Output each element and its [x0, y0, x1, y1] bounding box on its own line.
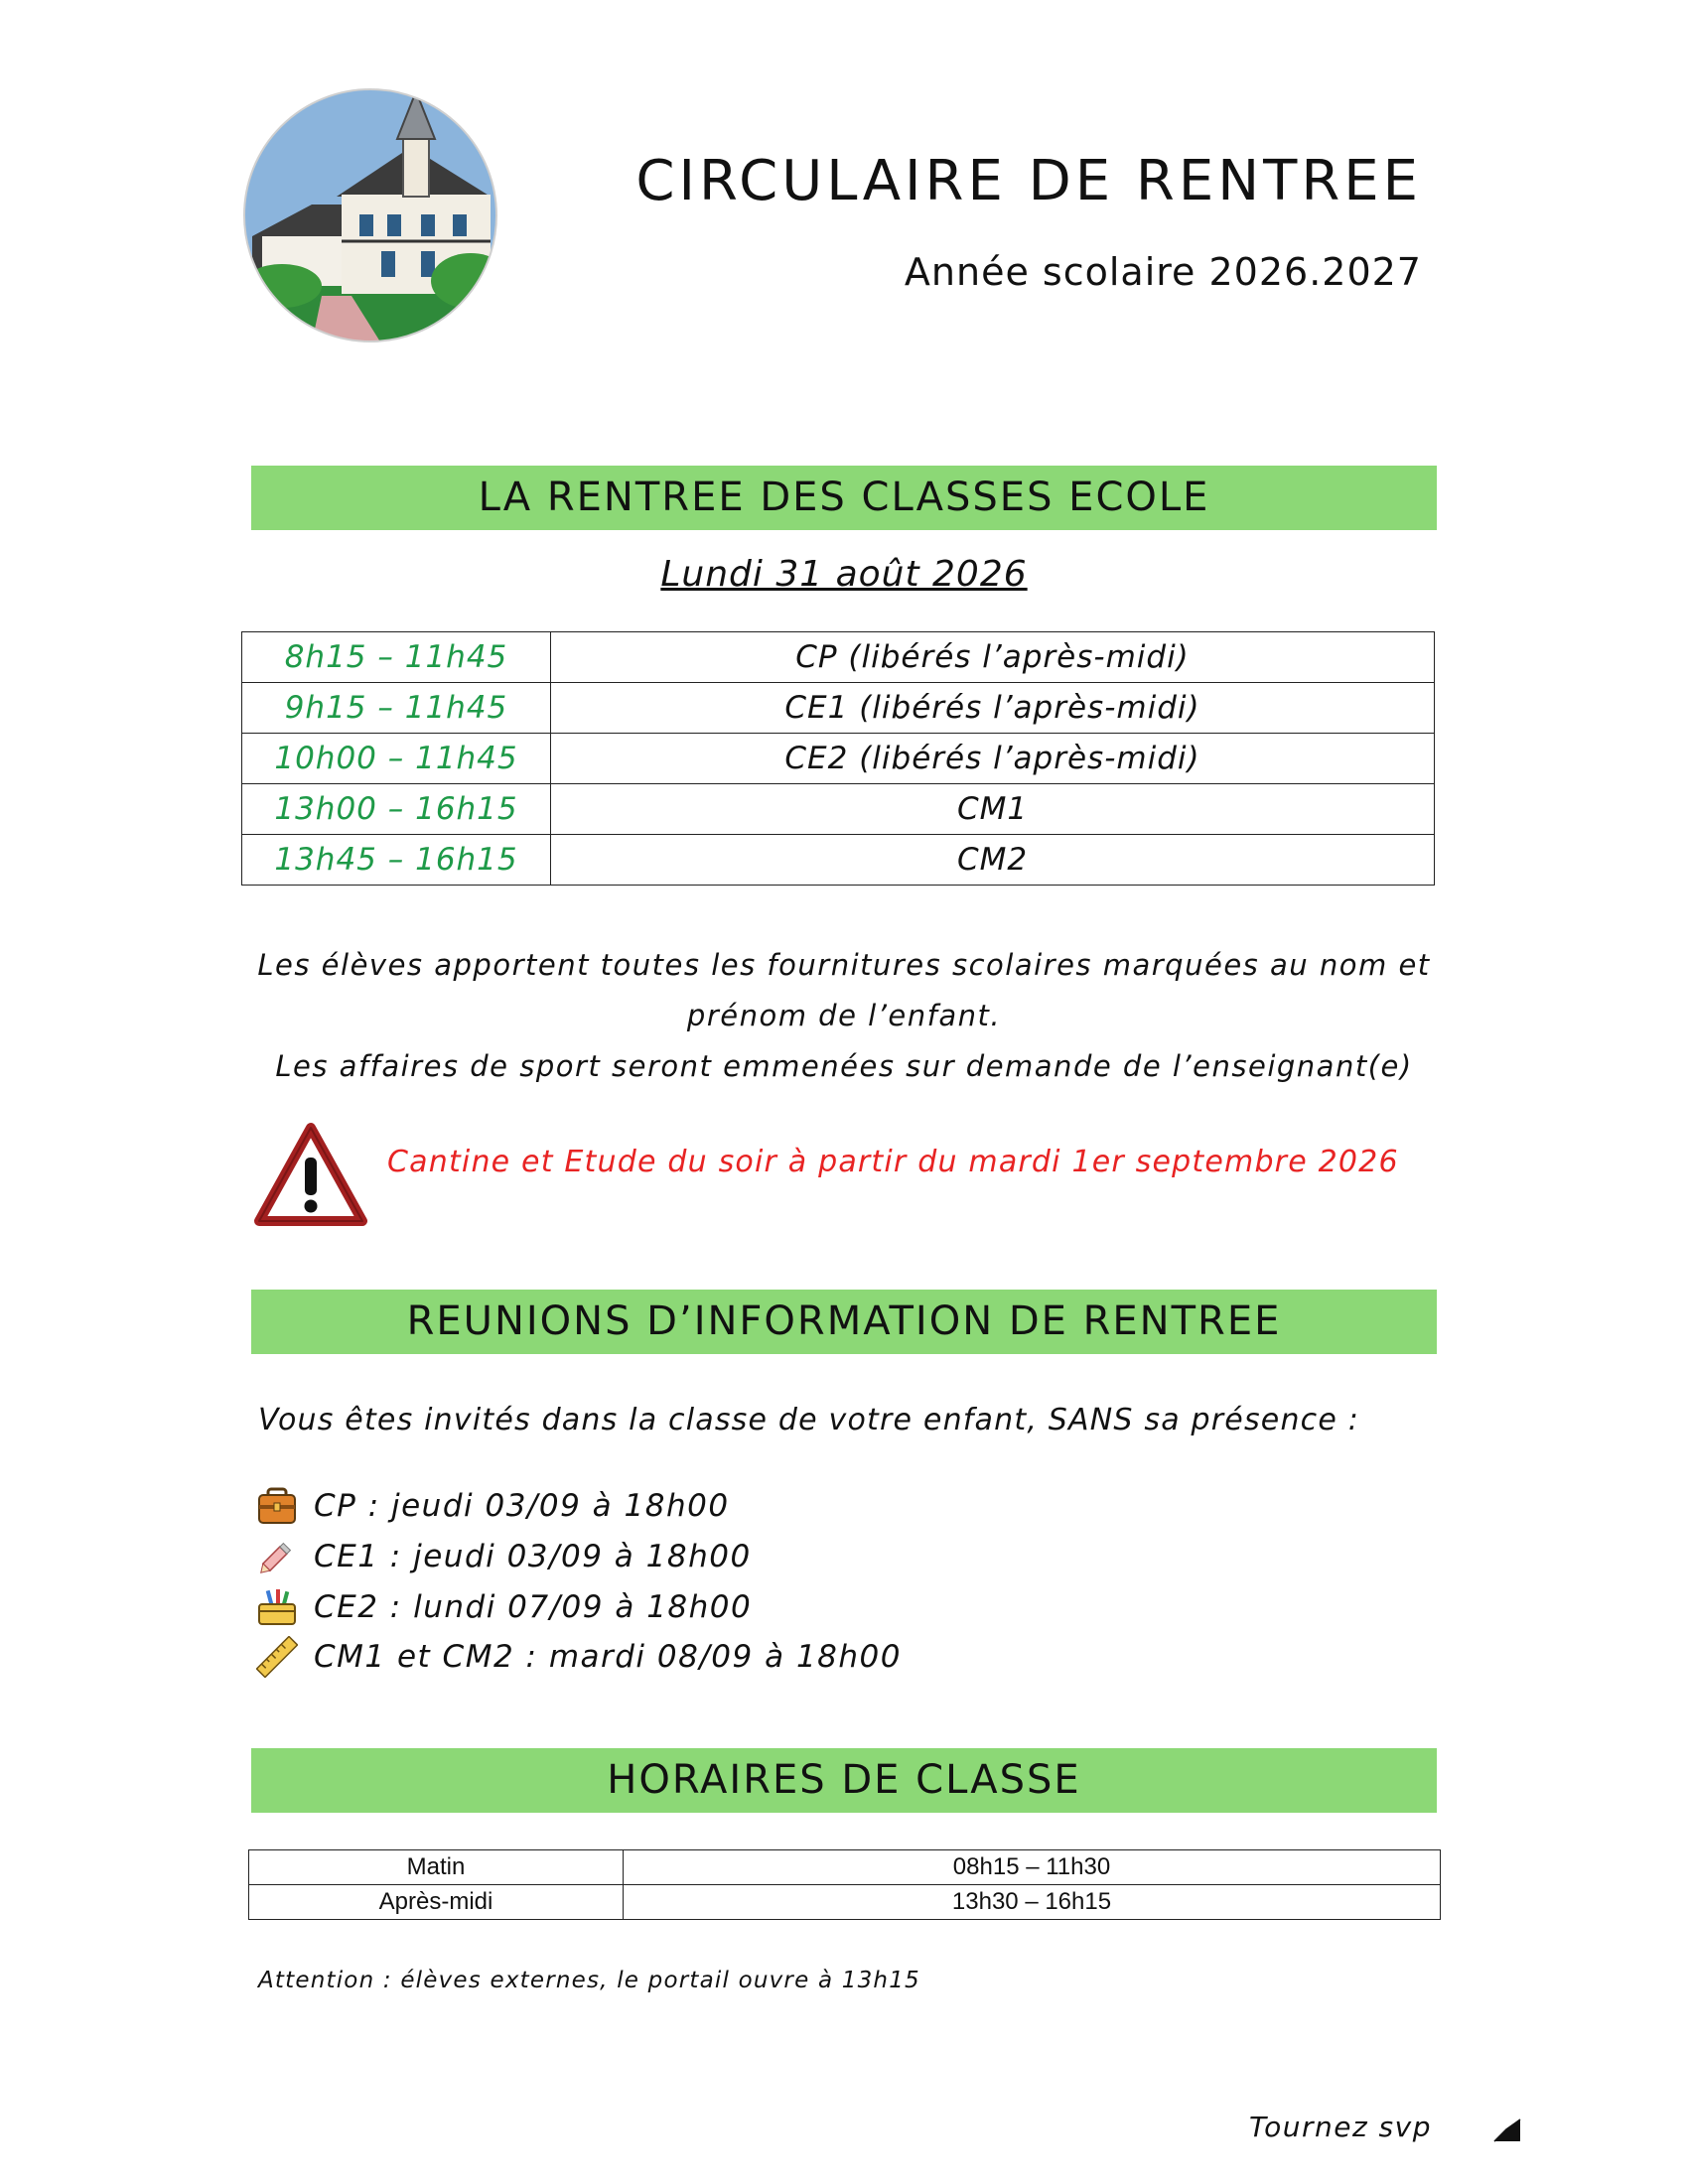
schedule-row: [242, 632, 1435, 683]
page-title: CIRCULAIRE DE RENTREE: [635, 149, 1422, 213]
rentree-date: Lundi 31 août 2026: [660, 554, 1028, 595]
hours-value-cell: 13h30 – 16h15: [624, 1885, 1441, 1920]
supplies-paragraph: [0, 940, 1688, 1092]
section-heading-reunions: REUNIONS D’INFORMATION DE RENTREE: [251, 1290, 1437, 1354]
supplies-line-1: Les élèves apportent toutes les fournitures scolaires marquées au nom et: [257, 948, 1431, 982]
meeting-item-ce1: [256, 1536, 752, 1577]
ruler-icon: [256, 1636, 298, 1678]
pencil-icon: [256, 1536, 298, 1577]
meetings-intro: Vous êtes invités dans la classe de votre enfant, SANS sa présence :: [258, 1403, 1360, 1437]
section-heading-rentree: LA RENTREE DES CLASSES ECOLE: [251, 466, 1437, 530]
section-heading-horaires: HORAIRES DE CLASSE: [251, 1748, 1437, 1813]
meeting-text: CP : jeudi 03/09 à 18h00: [314, 1488, 730, 1524]
schedule-time-cell: 13h00 – 16h15: [242, 784, 551, 835]
meeting-item-ce2: [256, 1586, 752, 1628]
schoolbag-icon: [256, 1485, 298, 1527]
schedule-class-cell: CM2: [551, 835, 1435, 886]
school-house-logo: [242, 87, 498, 343]
school-year-subtitle: Année scolaire 2026.2027: [904, 250, 1422, 294]
meeting-item-cm1-cm2: [256, 1636, 902, 1678]
meeting-text: CE1 : jeudi 03/09 à 18h00: [314, 1539, 752, 1574]
schedule-row: [242, 784, 1435, 835]
pencil-case-icon: [256, 1586, 298, 1628]
schedule-row: [242, 683, 1435, 734]
warning-triangle-icon: [253, 1122, 368, 1231]
rentree-schedule-table: [241, 631, 1435, 886]
canteen-warning-text: Cantine et Etude du soir à partir du mardi 1er septembre 2026: [387, 1145, 1399, 1179]
schedule-time-cell: 10h00 – 11h45: [242, 734, 551, 784]
page-turn-icon: [1492, 2117, 1522, 2143]
schedule-time-cell: 13h45 – 16h15: [242, 835, 551, 886]
schedule-row: [242, 835, 1435, 886]
schedule-row: [242, 734, 1435, 784]
meeting-text: CM1 et CM2 : mardi 08/09 à 18h00: [314, 1639, 902, 1675]
schedule-time-cell: 9h15 – 11h45: [242, 683, 551, 734]
schedule-class-cell: CE1 (libérés l’après-midi): [551, 683, 1435, 734]
hours-label-cell: Après-midi: [249, 1885, 624, 1920]
schedule-class-cell: CP (libérés l’après-midi): [551, 632, 1435, 683]
supplies-line-2: prénom de l’enfant.: [686, 999, 1002, 1032]
sport-line: Les affaires de sport seront emmenées sur demande de l’enseignant(e): [275, 1049, 1413, 1083]
class-hours-table: [248, 1849, 1441, 1920]
external-pupils-note: Attention : élèves externes, le portail ouvre à 13h15: [258, 1968, 920, 1993]
schedule-class-cell: CE2 (libérés l’après-midi): [551, 734, 1435, 784]
hours-row: [249, 1850, 1441, 1885]
meeting-item-cp: [256, 1485, 730, 1527]
hours-row: [249, 1885, 1441, 1920]
hours-value-cell: 08h15 – 11h30: [624, 1850, 1441, 1885]
hours-label-cell: Matin: [249, 1850, 624, 1885]
schedule-class-cell: CM1: [551, 784, 1435, 835]
meeting-text: CE2 : lundi 07/09 à 18h00: [314, 1589, 753, 1625]
schedule-time-cell: 8h15 – 11h45: [242, 632, 551, 683]
turn-over-text: Tournez svp: [1248, 2111, 1432, 2143]
